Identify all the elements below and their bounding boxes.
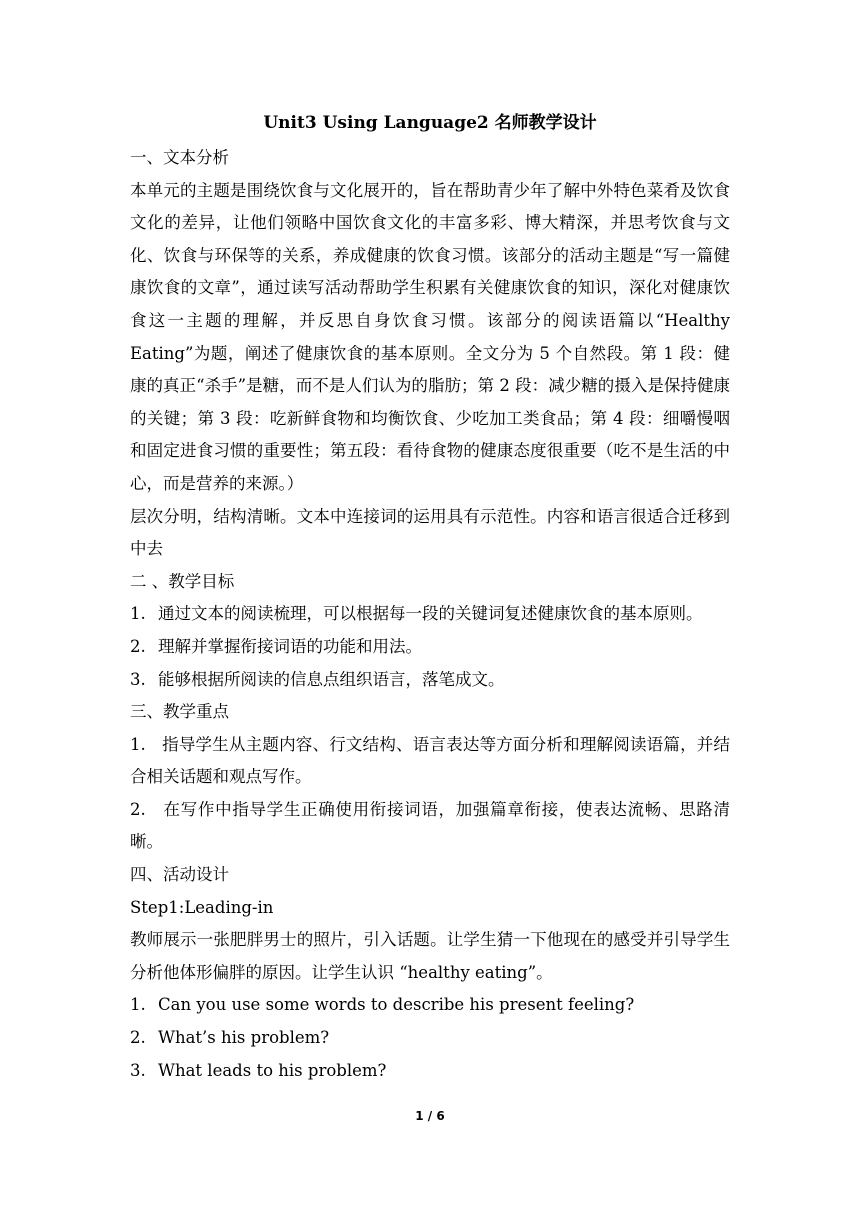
list-number: 3. [130, 669, 146, 689]
step-heading: Step1:Leading-in [130, 897, 274, 917]
list-item [130, 631, 730, 664]
list-text: Can you use some words to describe his present feeling? [158, 995, 635, 1015]
paragraph-leading-in: 教师展示一张肥胖男士的照片，引入话题。让学生猜一下他现在的感受并引导学生分析他体形偏胖的原因。让学生认识 “healthy eating”。 [130, 930, 730, 982]
document-title: Unit3 Using Language2 名师教学设计 [263, 113, 597, 133]
section-heading-teaching-objectives: 二 、教学目标 [130, 571, 235, 591]
list-item [130, 729, 730, 794]
list-item [130, 794, 730, 859]
list-number: 2. [130, 799, 146, 819]
list-number: 3. [130, 1060, 146, 1080]
list-text: What’s his problem? [158, 1028, 330, 1048]
list-number: 2. [130, 636, 146, 656]
paragraph-structure-note: 层次分明，结构清晰。文本中连接词的运用具有示范性。内容和语言很适合迁移到中去 [130, 506, 730, 559]
list-item [130, 989, 730, 1022]
paragraph-text-analysis: 本单元的主题是围绕饮食与文化展开的，旨在帮助青少年了解中外特色菜肴及饮食文化的差异，让他们领略中国饮食文化的丰富多彩、博大精深，并思考饮食与文化、饮食与环保等的关系，养成健康的饮食习惯。该部分的活动主题是“写一篇健康饮食的文章”，通过读写活动帮助学生积累有关健康饮食的知识，深化对健康饮食这一主题的理解，并反思自身饮食习惯。该部分的阅读语篇以“Healthy Eating”为题，阐述了健康饮食的基本原则。全文分为 5 个自然段。第 1 段：健康的真正“杀手”是糖，而不是人们认为的脂肪；第 2 段：减少糖的摄入是保持健康的关键；第 3 段：吃新鲜食物和均衡饮食、少吃加工类食品；第 4 段：细嚼慢咽和固定进食习惯的重要性；第五段：看待食物的健康态度很重要（吃不是生活的中心，而是营养的来源。） [130, 180, 730, 493]
list-number: 1. [130, 604, 146, 624]
page-content [130, 108, 730, 1087]
list-text: 理解并掌握衔接词语的功能和用法。 [158, 636, 422, 656]
page-number: 1 / 6 [415, 1109, 445, 1123]
list-text: 指导学生从主题内容、行文结构、语言表达等方面分析和理解阅读语篇，并结合相关话题和观点写作。 [130, 734, 730, 787]
section-heading-teaching-focus: 三、教学重点 [130, 702, 229, 722]
list-item [130, 1022, 730, 1055]
list-number: 1. [130, 734, 146, 754]
section-heading-activity-design: 四、活动设计 [130, 865, 229, 885]
section-heading-text-analysis: 一、文本分析 [130, 148, 229, 167]
list-text: What leads to his problem? [158, 1060, 387, 1080]
list-item [130, 664, 730, 697]
list-text: 在写作中指导学生正确使用衔接词语，加强篇章衔接，使表达流畅、思路清晰。 [130, 799, 730, 852]
list-text: 能够根据所阅读的信息点组织语言，落笔成文。 [158, 669, 505, 689]
list-text: 通过文本的阅读梳理，可以根据每一段的关键词复述健康饮食的基本原则。 [158, 604, 703, 624]
list-item [130, 598, 730, 631]
list-number: 2. [130, 1028, 146, 1048]
list-item [130, 1055, 730, 1088]
list-number: 1. [130, 995, 146, 1015]
